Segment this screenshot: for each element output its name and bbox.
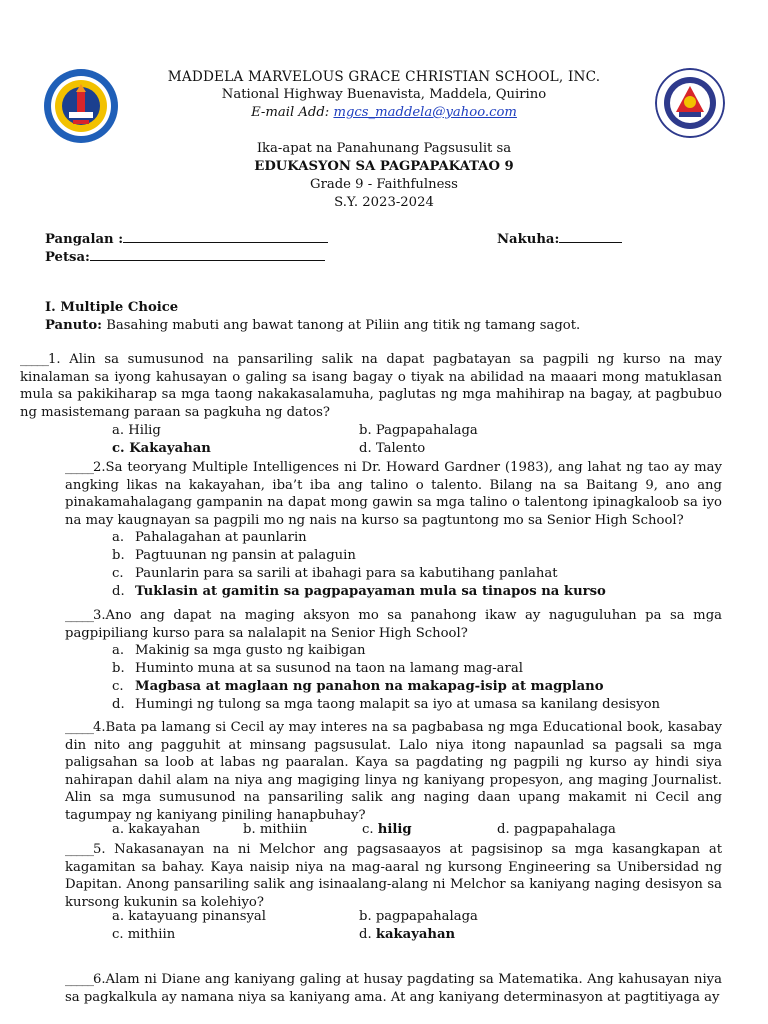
exam-grade: Grade 9 - Faithfulness (310, 177, 458, 192)
score-line[interactable] (559, 229, 622, 243)
choice-2a-letter: a. (112, 530, 125, 545)
question-4-text: 4.Bata pa lamang si Cecil ay may interes na sa pagbabasa ng mga Educational book, kasabay din nito ang pagguhit at minsang pagsusulat. Lalo niya itong napaunlad sa pagsali sa mga paligsahan sa loob at labas ng paaralan. Kaya sa pagdating ng pagpili ng kurso ay hindi siya nahirapan dahil alam na niya ang magiging linya ng kaniyang propesyon, ang maging Journalist. Alin sa mga sumusunod na pansariling salik ang naging daan upang makamit ni Cecil ang tagumpay ng kaniyang piniling hanapbuhay? (65, 720, 722, 823)
choice-3c-letter: c. (112, 679, 124, 694)
choice-1d[interactable]: d. Talento (359, 441, 426, 456)
choice-5b[interactable]: b. pagpapahalaga (359, 909, 478, 924)
instructions (45, 317, 725, 335)
choice-4b[interactable]: b. mithiin (243, 822, 308, 837)
exam-quarter: Ika-apat na Panahunang Pagsusulit sa (256, 141, 512, 156)
date-label: Petsa: (45, 250, 90, 265)
choices-3 (112, 642, 752, 714)
school-address: National Highway Buenavista, Maddela, Quirino (221, 87, 547, 102)
choice-3c[interactable]: Magbasa at maglaan ng panahon na makapag-isip at magplano (135, 679, 604, 694)
school-name: MADDELA MARVELOUS GRACE CHRISTIAN SCHOOL, INC. (167, 69, 601, 85)
date-line[interactable] (90, 247, 325, 261)
choice-1a[interactable]: a. Hilig (112, 423, 161, 438)
exam-school-year: S.Y. 2023-2024 (334, 195, 434, 210)
answer-blank-4[interactable]: _____ (65, 720, 93, 735)
name-label: Pangalan : (45, 232, 124, 247)
choice-5d[interactable] (359, 926, 455, 944)
choice-5d-letter: d. (359, 927, 376, 942)
deped-seal-logo (655, 68, 725, 138)
question-2 (65, 459, 722, 529)
question-5 (65, 841, 722, 911)
question-6-text: 6.Alam ni Diane ang kaniyang galing at husay pagdating sa Matematika. Ang kahusayan niya sa pagkalkula ay namana niya sa kaniyang ama. At ang kaniyang determinasyon at pagtitiyaga ay (65, 972, 722, 1005)
choice-2d-letter: d. (112, 584, 125, 599)
choice-1b[interactable]: b. Pagpapahalaga (359, 423, 478, 438)
choices-1 (112, 422, 752, 458)
choice-4a[interactable]: a. kakayahan (112, 822, 201, 837)
email-label: E-mail Add: (251, 105, 334, 120)
school-header (120, 68, 648, 122)
choices-5 (112, 908, 752, 944)
question-4 (65, 719, 722, 824)
choice-5d-text: kakayahan (375, 927, 456, 942)
choice-2a[interactable]: Pahalagahan at paunlarin (135, 530, 307, 545)
choice-4c-letter: c. (362, 822, 378, 837)
answer-blank-6[interactable]: _____ (65, 972, 93, 987)
choice-4c[interactable] (362, 821, 412, 839)
choice-3a-letter: a. (112, 643, 125, 658)
choices-4 (112, 821, 752, 839)
choice-3a[interactable]: Makinig sa mga gusto ng kaibigan (135, 643, 366, 658)
question-1 (20, 351, 722, 421)
choice-5c[interactable]: c. mithiin (112, 927, 176, 942)
choice-3d-letter: d. (112, 697, 125, 712)
question-2-text: 2.Sa teoryang Multiple Intelligences ni Dr. Howard Gardner (1983), ang lahat ng tao ay may angking likas na kakayahan, iba’t iba ang talino o talento. Bilang na sa Baitang 9, ano ang pinakamahalagang gampanin na dapat mong gawin sa mga talino o talentong ipinagkaloob sa iyo na may kaugnayan sa pagpili mo ng nais na kurso sa pagtuntong mo sa Senior High School? (65, 460, 722, 528)
score-label: Nakuha: (497, 232, 560, 247)
answer-blank-3[interactable]: _____ (65, 608, 93, 623)
question-1-text: 1. Alin sa sumusunod na pansariling salik na dapat pagbatayan sa pagpili ng kurso na may kinalaman sa iyong kahusayan o galing sa isang bagay o tiyak na abilidad na maaari mong matuklasan mula sa pakikiharap sa mga taong nakakasalamuha, paglutas ng mga mahihirap na bagay, at pagbubuo ng masistemang paraan sa pagkuha ng datos? (20, 352, 722, 420)
choice-2d[interactable]: Tuklasin at gamitin sa pagpapayaman mula sa tinapos na kurso (135, 584, 606, 599)
choice-5a[interactable]: a. katayuang pinansyal (112, 909, 267, 924)
section-heading (45, 299, 725, 334)
question-3 (65, 607, 722, 642)
choice-2b-letter: b. (112, 548, 125, 563)
choices-2 (112, 529, 752, 601)
choice-3b[interactable]: Huminto muna at sa susunod na taon na lamang mag-aral (135, 661, 523, 676)
instructions-text: Basahing mabuti ang bawat tanong at Piliin ang titik ng tamang sagot. (102, 317, 581, 333)
question-3-text: 3.Ano ang dapat na maging aksyon mo sa panahong ikaw ay naguguluhan pa sa mga pagpipiliang kurso para sa nalalapit na Senior High School? (65, 608, 722, 641)
answer-blank-2[interactable]: _____ (65, 460, 93, 475)
name-field[interactable] (45, 229, 328, 249)
choice-4d[interactable]: d. pagpapahalaga (497, 822, 616, 837)
answer-blank-1[interactable]: _____ (20, 352, 48, 367)
date-field[interactable] (45, 247, 325, 267)
section-title: I. Multiple Choice (45, 300, 179, 315)
choice-3d[interactable]: Humingi ng tulong sa mga taong malapit sa iyo at umasa sa kanilang desisyon (135, 697, 661, 712)
instructions-label: Panuto: (45, 317, 103, 333)
question-6 (65, 971, 722, 1006)
name-line[interactable] (123, 229, 328, 243)
score-field[interactable] (497, 229, 622, 249)
choice-3b-letter: b. (112, 661, 125, 676)
choice-2c[interactable]: Paunlarin para sa sarili at ibahagi para sa kabutihang panlahat (135, 566, 558, 581)
exam-title-block (0, 140, 768, 212)
choice-2b[interactable]: Pagtuunan ng pansin at palaguin (135, 548, 356, 563)
email-link[interactable]: mgcs_maddela@yahoo.com (333, 105, 517, 120)
choice-1c[interactable]: c. Kakayahan (112, 441, 211, 456)
choice-2c-letter: c. (112, 566, 124, 581)
question-5-text: 5. Nakasanayan na ni Melchor ang pagsasaayos at pagsisinop sa mga kasangkapan at kagamitan sa bahay. Kaya naisip niya na mag-aaral ng kursong Engineering sa Unibersidad ng Dapitan. Anong pansariling salik ang isinaalang-alang ni Melchor sa kaniyang naging desisyon sa kursong kukunin sa kolehiyo? (65, 842, 722, 910)
school-email-line (120, 104, 648, 122)
school-seal-logo (43, 68, 119, 144)
exam-subject: EDUKASYON SA PAGPAPAKATAO 9 (254, 159, 514, 174)
answer-blank-5[interactable]: _____ (65, 842, 93, 857)
choice-4c-text: hilig (377, 822, 412, 837)
